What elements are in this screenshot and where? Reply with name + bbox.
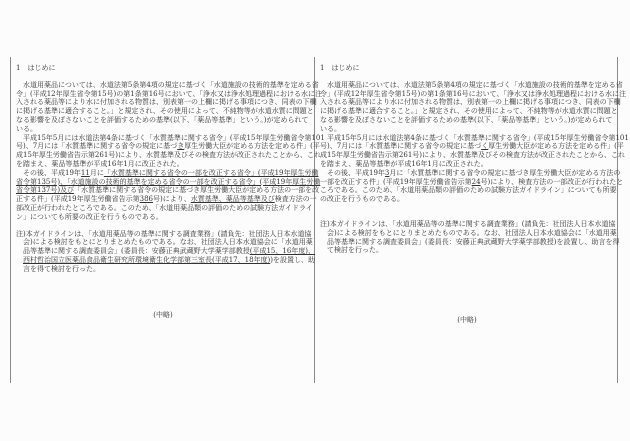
text-line bbox=[320, 186, 616, 195]
text-segment: 言を得て検討を行った。 bbox=[16, 264, 100, 273]
underlined-change: 24 bbox=[471, 177, 481, 186]
text-line bbox=[16, 168, 319, 178]
text-segment: 検査方法の一 bbox=[274, 195, 317, 204]
underlined-change: 「水質基準に関する省令の一部を改正する省令」(平成19年厚生労働 bbox=[103, 168, 319, 177]
text-segment: なる影響を及ぼさないことを評価するための基準(以下、「薬品等基準」という。)が定められて bbox=[320, 115, 613, 124]
paragraph-intro bbox=[16, 80, 322, 134]
text-line bbox=[16, 255, 316, 265]
text-segment: 号)、7月には「水質基準に関する省令の規定に基づ bbox=[320, 142, 482, 151]
text-segment: 入される薬品等により水に付加される物質は、別表第一の上欄に掲げる事項につき、同表の下欄 bbox=[320, 98, 621, 107]
text-segment: 成15年厚生労働省告示第261号)により、水質基準及びその検査方法が改正されたことから、これ bbox=[320, 151, 625, 160]
text-line bbox=[320, 107, 616, 116]
text-segment: の改正を行うものである。 bbox=[320, 195, 404, 204]
text-line bbox=[320, 160, 616, 169]
underlined-change: 水質基準、薬品等基準及び bbox=[190, 195, 275, 204]
text-segment: に掲げる基準に適合すること。」と規定され、その使用によって、不純物等が水道水質に問題と bbox=[320, 107, 618, 116]
table-border-left bbox=[10, 57, 11, 383]
underlined-change: 11 bbox=[80, 168, 90, 177]
text-segment: 号)により、検査方法の一部改正が行われたと bbox=[480, 177, 624, 186]
text-segment: 会)による検討をもとにとりまとめたものである。なお、社団法人日本水道協会に「水道用薬 bbox=[16, 238, 313, 247]
text-segment: 「水質基準に関する省令の規定に基づき厚生労働大臣が定める方法の一部を改 bbox=[74, 186, 320, 195]
text-segment: 注)本ガイドラインは、「水道用薬品等の基準に関する調査業務」(請負先：社団法人日本水道協 bbox=[320, 219, 616, 228]
omitted-marker: (中略) bbox=[153, 311, 173, 319]
revised-text-column bbox=[16, 64, 325, 274]
text-segment: 水道用薬品については、水道法第5条第4項の規定に基づく「水道施設の技術的基準を定める省 bbox=[16, 80, 319, 89]
text-line bbox=[320, 98, 621, 107]
text-line bbox=[16, 116, 312, 125]
text-segment: 月に「水質基準に関する省令の規定に基づき厚生労働大臣が定める方法の bbox=[389, 168, 621, 177]
text-line bbox=[16, 107, 312, 116]
underlined-change: く bbox=[481, 142, 489, 151]
text-segment: 品等基準に関する調査委員会」(委員長：安藤正典武蔵野大学薬学部教授)を設置し、助言を得 bbox=[320, 237, 620, 246]
text-segment: 令」(平成12年厚生省令第15号)の第1条第16号において、「浄水又は浄水処理過程における水に注 bbox=[320, 89, 626, 98]
text-segment: 成15年厚生労働省告示第261号)により、水質基準及びその検査方法が改正されたことから、これ bbox=[16, 151, 321, 160]
underlined-change: 省令第135号)、「水道施設の技術的基準を定める省令の一部を改正する省令」(平成19年厚生労働 bbox=[16, 177, 321, 186]
text-segment: 厚生労働大臣が定める方法を定める件」(平 bbox=[184, 142, 320, 151]
text-line bbox=[16, 186, 320, 195]
text-line bbox=[16, 80, 319, 90]
text-segment: 平成15年5月には水道法第4条に基づく「水質基準に関する省令」(平成15年厚生労働省令第101 bbox=[16, 133, 325, 142]
text-segment: 正する件」(平成19年厚生労働省告示第 bbox=[16, 195, 140, 204]
text-line bbox=[320, 220, 616, 229]
text-segment: その後、平成19年 bbox=[16, 168, 81, 177]
text-segment: 厚生労働大臣が定める方法を定める件」(平 bbox=[488, 142, 624, 151]
text-segment: 月に bbox=[89, 168, 104, 177]
text-line bbox=[320, 142, 624, 151]
text-line bbox=[320, 151, 625, 160]
text-segment: その後、平成19年 bbox=[320, 168, 385, 177]
text-segment: 品等基準に関する調査委員会」(委員長：安藤正典武蔵野大学薬学部教授 bbox=[16, 247, 250, 256]
text-segment: 号)により、 bbox=[153, 195, 191, 204]
paragraph-revision-history bbox=[320, 133, 629, 204]
text-line bbox=[16, 98, 317, 107]
text-line bbox=[16, 195, 317, 204]
text-line bbox=[320, 125, 616, 134]
text-line bbox=[16, 160, 312, 169]
underlined-change: (平成15、16年度)、 bbox=[249, 247, 316, 256]
text-segment: 平成15年5月には水道法第4条に基づく「水質基準に関する省令」(平成15年厚生労働省令第101 bbox=[320, 133, 629, 142]
paragraph-intro bbox=[320, 80, 626, 134]
text-line bbox=[320, 80, 623, 90]
text-line bbox=[16, 265, 312, 274]
text-segment: を踏まえ、薬品等基準が平成16年1月に改正された。 bbox=[320, 159, 488, 168]
text-segment: ン」についても所要の改正を行うものである。 bbox=[16, 212, 163, 221]
text-line bbox=[16, 238, 312, 247]
text-segment: 部改正が行われたところである。このため、「水道用薬品類の評価のための試験方法ガイドライ bbox=[16, 203, 313, 212]
text-segment: て検討を行った。 bbox=[320, 246, 383, 255]
text-segment: を踏まえ、薬品等基準が平成16年1月に改正された。 bbox=[16, 159, 184, 168]
text-segment: 入される薬品等により水に付加される物質は、別表第一の上欄に掲げる事項につき、同表の下欄 bbox=[16, 98, 317, 107]
section-title: 1 はじめに bbox=[16, 64, 56, 72]
text-line bbox=[16, 151, 321, 160]
underlined-change: 西村哲治国立医薬品食品衛生研究所環境衛生化学部第三室長(平成17、18年度) bbox=[23, 255, 271, 264]
text-segment: なる影響を及ぼさないことを評価するための基準(以下、「薬品等基準」という。)が定められて bbox=[16, 115, 309, 124]
text-segment: 注)本ガイドラインは、「水道用薬品等の基準に関する調査業務」(請負先：社団法人日本水道協 bbox=[16, 229, 312, 238]
text-segment: 一部を改正する件」(平成19年厚生労働省告示第 bbox=[320, 177, 472, 186]
text-line bbox=[320, 168, 621, 178]
text-segment: いる。 bbox=[16, 124, 37, 133]
omitted-marker: (中略) bbox=[457, 316, 477, 324]
current-text-column bbox=[320, 64, 629, 255]
text-line bbox=[320, 229, 616, 238]
text-segment: )を設置し、助 bbox=[270, 255, 316, 264]
text-segment bbox=[16, 256, 23, 264]
paragraph-revision-history bbox=[16, 133, 325, 222]
text-segment: いる。 bbox=[320, 124, 341, 133]
text-line bbox=[320, 195, 616, 204]
text-segment: 水道用薬品については、水道法第5条第4項の規定に基づく「水道施設の技術的基準を定める省 bbox=[320, 80, 623, 89]
text-line bbox=[16, 142, 320, 151]
text-segment: ころである。このため、「水道用薬品類の評価のための試験方法ガイドライン」についても所要 bbox=[320, 186, 617, 195]
underlined-change: 3 bbox=[384, 168, 390, 177]
text-line bbox=[16, 125, 312, 134]
text-line bbox=[320, 246, 616, 255]
underlined-change: 386 bbox=[139, 195, 154, 204]
note bbox=[320, 219, 620, 255]
text-segment: に掲げる基準に適合すること。」と規定され、その使用によって、不純物等が水道水質に問題と bbox=[16, 107, 314, 116]
section-title: 1 はじめに bbox=[320, 64, 360, 72]
text-line bbox=[16, 247, 316, 256]
text-segment: 会)による検討をもとにとりまとめたものである。なお、社団法人日本水道協会に「水道用薬 bbox=[320, 228, 617, 237]
text-segment: 令」(平成12年厚生省令第15号)の第1条第16号において、「浄水又は浄水処理過程における水に注 bbox=[16, 89, 322, 98]
note bbox=[16, 229, 316, 274]
text-line bbox=[320, 116, 616, 125]
text-segment: 号)、7月には「水質基準に関する省令の規定に基づ bbox=[16, 142, 178, 151]
underlined-change: 省令第137号)及び bbox=[16, 186, 75, 195]
underlined-change: き bbox=[177, 142, 185, 151]
text-line bbox=[16, 213, 312, 222]
text-line bbox=[16, 204, 312, 213]
